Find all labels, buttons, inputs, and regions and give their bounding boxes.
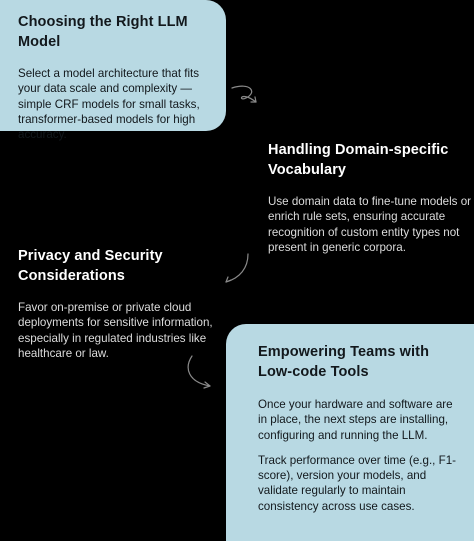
arrow-line <box>226 254 248 282</box>
step-description: Track performance over time (e.g., F1-score), version your models, and validate regularly to maintain consistency across use cases. <box>258 453 457 513</box>
step-description: Select a model architecture that fits your data scale and complexity — simple CRF models for small tasks, transformer-based models for high accuracy. <box>18 67 200 142</box>
step-card-domain-vocabulary <box>268 140 474 255</box>
arrow-line <box>232 86 256 102</box>
step-card-privacy-security <box>18 246 218 361</box>
step-description: Once your hardware and software are in place, the next steps are installing, configuring and running the LLM. <box>258 398 453 442</box>
step-description: Use domain data to fine-tune models or enrich rule sets, ensuring accurate recognition of custom entity types not present in generic corpora. <box>268 195 472 254</box>
step-title: Privacy and Security Considerations <box>18 248 163 284</box>
step-card-choosing-model <box>0 0 226 142</box>
arrow-head <box>226 277 231 282</box>
curved-arrow-1 <box>228 80 264 110</box>
curved-arrow-3 <box>182 352 216 392</box>
step-title: Handling Domain-specific Vocabulary <box>268 142 449 178</box>
step-description: Favor on-premise or private cloud deployments for sensitive information, especially in regulated industries like healthcare or law. <box>18 301 213 360</box>
step-card-low-code-tools <box>226 324 474 541</box>
arrow-line <box>188 356 210 386</box>
step-title: Choosing the Right LLM Model <box>18 14 188 50</box>
step-title: Empowering Teams with Low-code Tools <box>258 344 430 380</box>
curved-arrow-2 <box>218 250 254 290</box>
